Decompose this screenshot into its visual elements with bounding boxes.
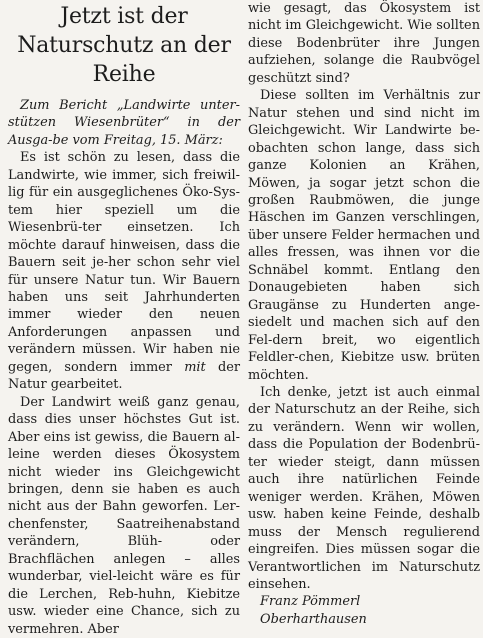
right-column — [248, 0, 480, 628]
right-paragraph-2: Diese sollten im Verhältnis zur Natur stehen und sind nicht im Gleichgewicht. Wir Landwirte be-obachten schon lange, dass sich ganze Kolonien an Krähen, Möwen, ja sogar jetzt schon die großen Raubmöwen, die junge Häschen im Ganzen verschlingen, über unsere Felder hermachen und alles fressen, was ihnen vor die Schnäbel kommt. Entlang den Donaugebieten haben sich Graugänse zu Hunderten ange-siedelt und machen sich auf den Fel-dern breit, wo eigentlich Feldler-chen, Kiebitze usw. brüten möchten. — [248, 88, 480, 383]
intro-reference: Zum Bericht „Landwirte unter-stützen Wiesenbrüter“ in der Ausga-be vom Freitag, 15. März: — [8, 98, 240, 148]
left-paragraph-1 — [8, 149, 240, 393]
author-name: Franz Pömmerl — [260, 594, 361, 610]
left-paragraph-1-end: der Natur gearbeitet. — [8, 359, 240, 393]
right-paragraph-3: Ich denke, jetzt ist auch einmal der Naturschutz an der Reihe, sich zu verändern. Wenn wir wollen, dass die Population der Bodenbrü-ter wieder steigt, dann müssen auch ihre natürlichen Feinde weniger werden. Krähen, Möwen usw. haben keine Feinde, deshalb muss der Mensch regulierend eingreifen. Dies müssen sogar die Verantwortlichen im Naturschutz einsehen. — [248, 384, 480, 592]
left-paragraph-2: Der Landwirt weiß ganz genau, dass dies unser höchstes Gut ist. Aber eins ist gewiss, die Bauern al-leine werden dieses Ökosystem nicht wieder ins Gleichgewicht bringen, denn sie haben es auch nicht aus der Bahn geworfen. Ler-chenfenster, Saatreihenabstand verändern, Blüh- oder Brachflächen anlegen – alles wunderbar, viel-leicht wäre es für die Lerchen, Reb-huhn, Kiebitze usw. wieder eine Chance, sich zu vermehren. Aber — [8, 394, 240, 637]
author-place: Oberharthausen — [260, 611, 367, 627]
headline: Jetzt ist der Naturschutz an der Reihe — [17, 4, 231, 87]
left-column — [8, 0, 240, 638]
emphasis-word: mit — [184, 359, 206, 375]
right-paragraph-1: wie gesagt, das Ökosystem ist nicht im Gleichgewicht. Wie sollten diese Bodenbrüter ihre Jungen aufziehen, solange die Raubvögel geschützt sind? — [248, 1, 480, 86]
left-paragraph-1-text: Es ist schön zu lesen, dass die Landwirte, wie immer, sich freiwil-lig für ein ausgeglichenes Öko-Sys-tem hier speziell um die Wiesenbrü-ter einsetzen. Ich möchte darauf hinweisen, dass die Bauern seit je-her schon sehr viel für unsere Natur tun. Wir Bauern haben uns seit Jahrhunderten immer wieder den neuen Anforderungen anpassen und verändern müssen. Wir haben nie gegen, sondern immer — [8, 150, 240, 375]
